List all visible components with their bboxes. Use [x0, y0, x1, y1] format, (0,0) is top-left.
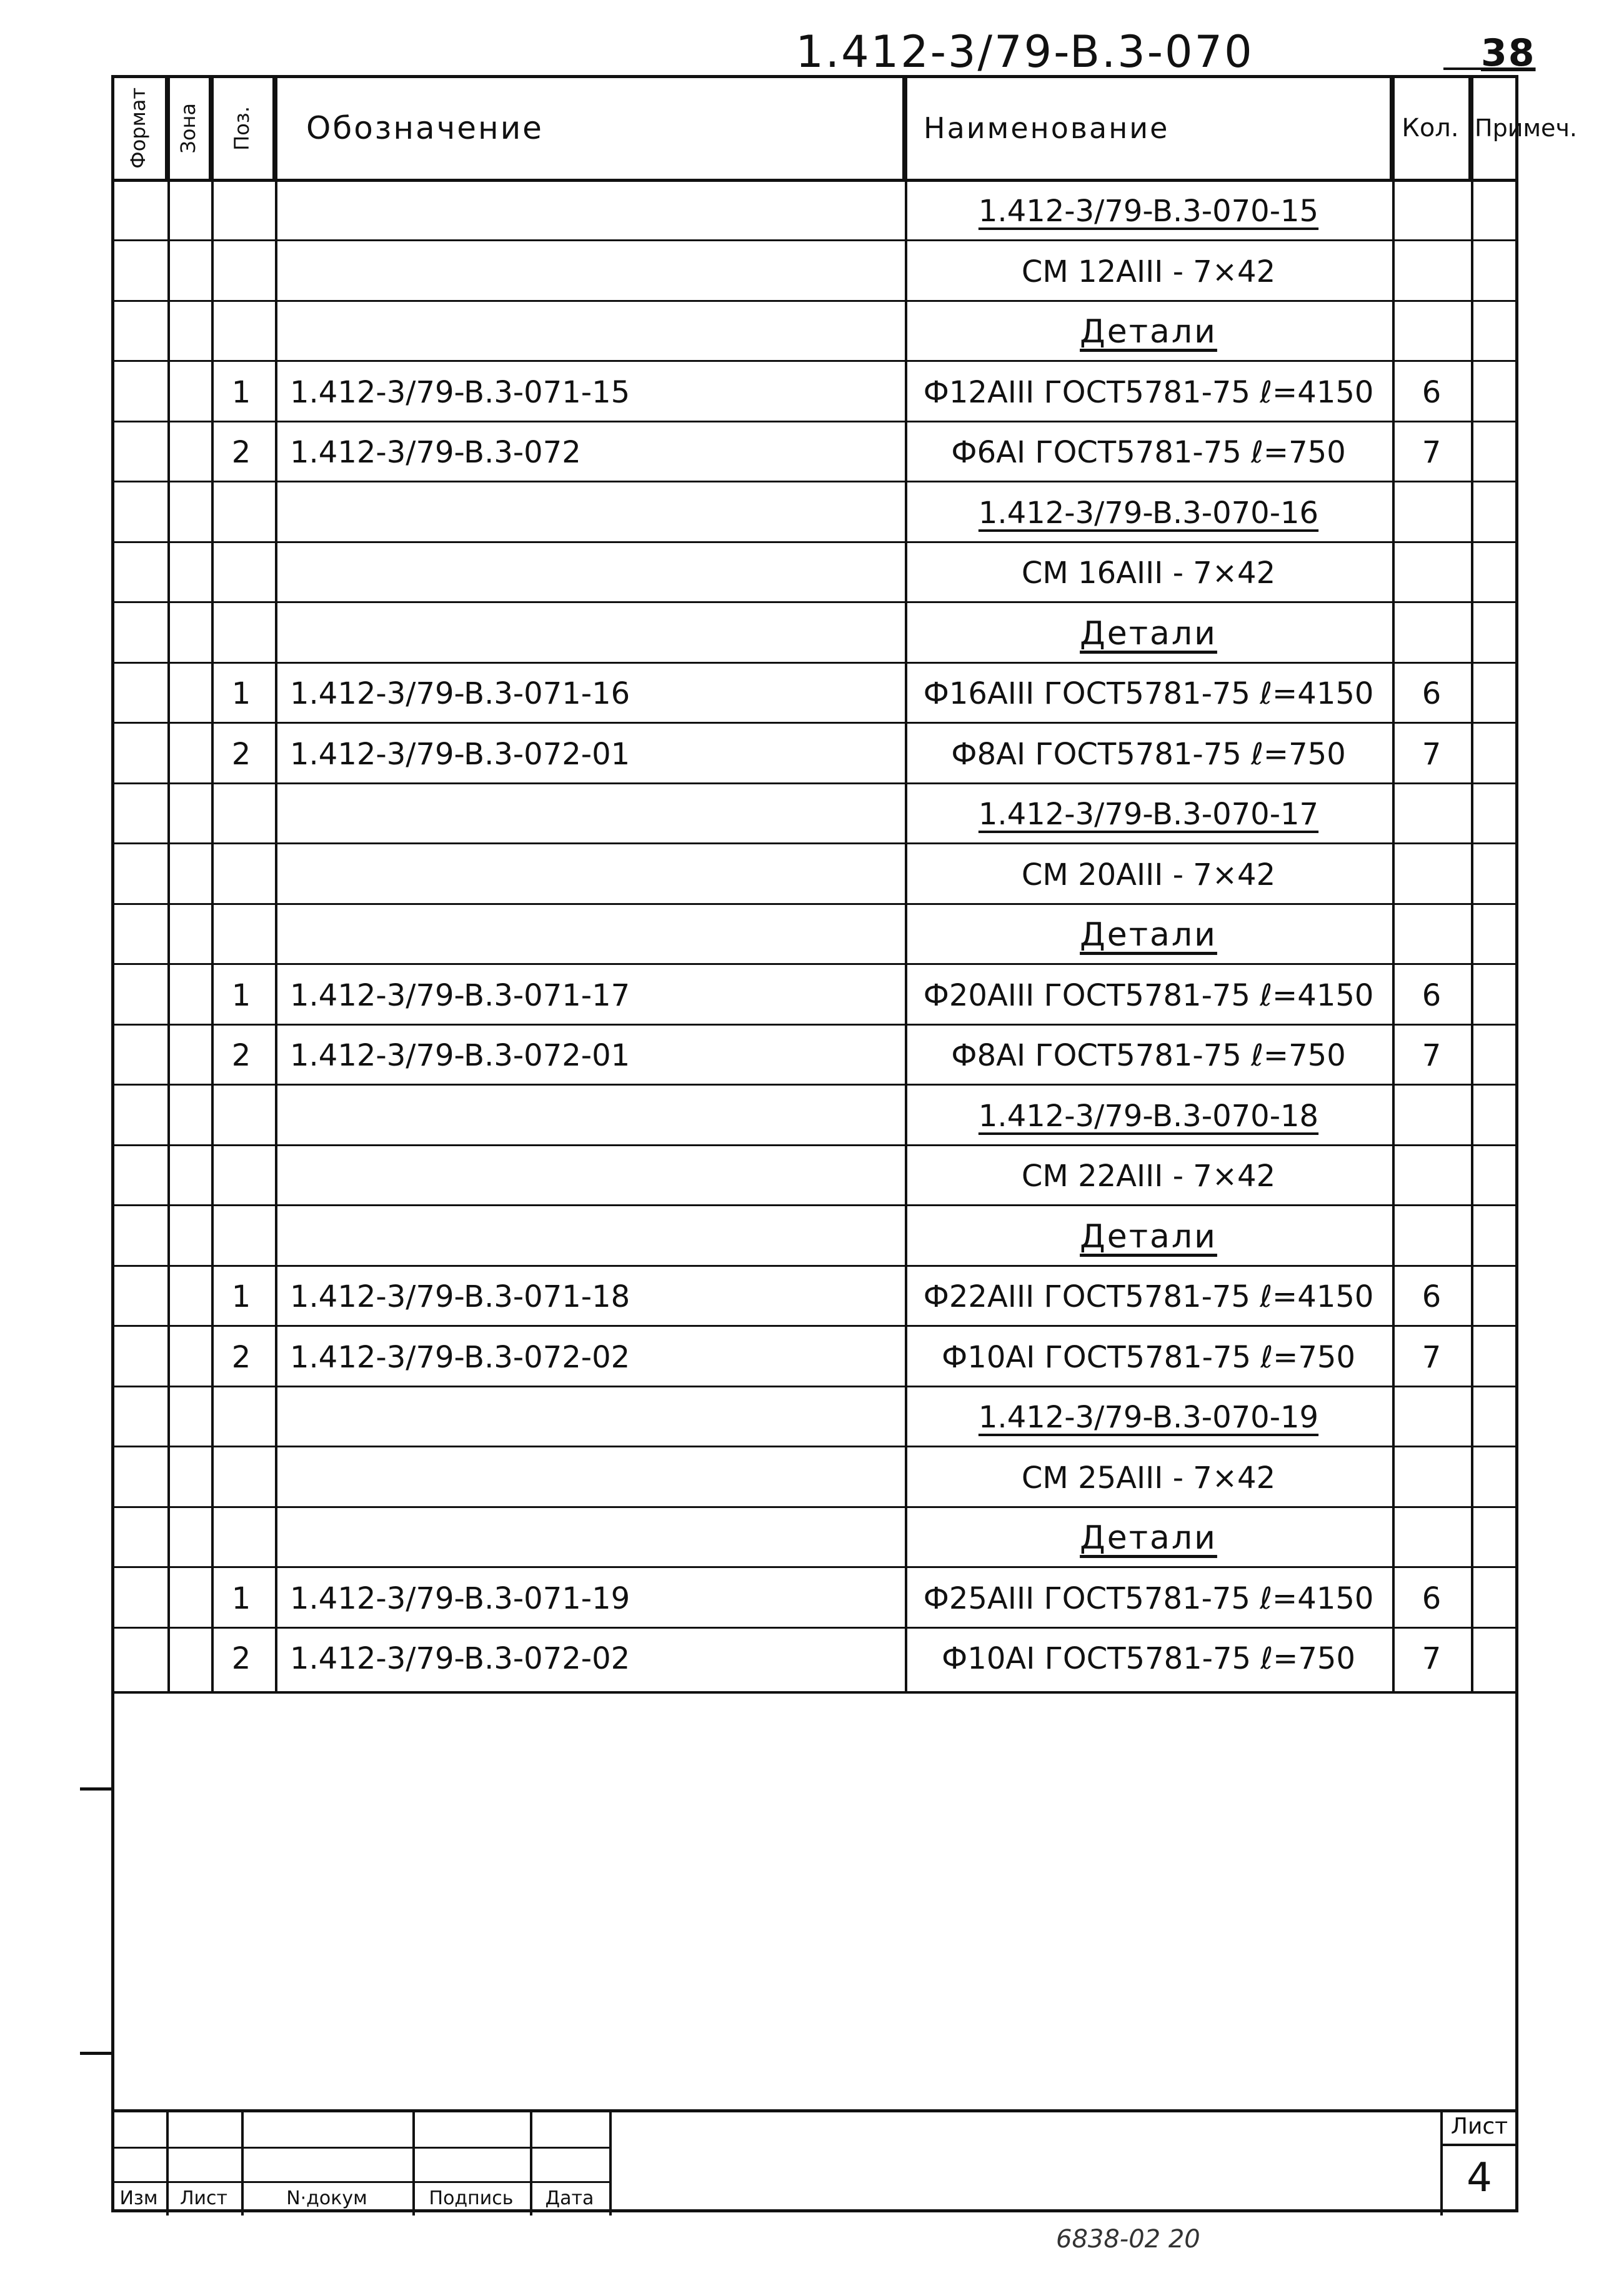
table-row: [111, 242, 1518, 302]
row-quantity: [1392, 1387, 1471, 1447]
row-quantity: [1392, 1207, 1471, 1267]
table-row: [111, 966, 1518, 1026]
document-code: 1.412-3/79-B.3-070: [795, 26, 1254, 77]
row-name: Детали: [1080, 916, 1217, 954]
row-designation: [275, 845, 900, 905]
table-row: [111, 1267, 1518, 1327]
table-row: [111, 724, 1518, 784]
row-name: Ф22AIII ГОСТ5781-75 ℓ=4150: [923, 1279, 1374, 1314]
row-position: [211, 1448, 271, 1508]
header-designation: Обозначение: [275, 75, 905, 181]
tb-label-doc: N·докум: [286, 2187, 367, 2209]
row-name: Ф16AIII ГОСТ5781-75 ℓ=4150: [923, 676, 1374, 711]
row-position: 1: [231, 977, 251, 1013]
row-quantity: 7: [1422, 435, 1442, 470]
tb-label-list: Лист: [179, 2187, 228, 2209]
row-position: [211, 1207, 271, 1267]
row-designation: [275, 302, 900, 362]
row-quantity: 6: [1422, 676, 1442, 711]
row-name: Ф25AIII ГОСТ5781-75 ℓ=4150: [923, 1581, 1374, 1616]
table-row: [111, 1327, 1518, 1387]
table-row: [111, 181, 1518, 241]
row-designation: 1.412-3/79-B.3-071-19: [290, 1581, 630, 1616]
table-row: [111, 362, 1518, 422]
tb-label-date: Дата: [545, 2187, 594, 2209]
row-quantity: [1392, 1086, 1471, 1146]
row-designation: [275, 1387, 900, 1447]
row-position: 1: [231, 374, 251, 410]
footer-note: 6838-02 20: [1056, 2225, 1200, 2254]
row-position: 2: [231, 1641, 251, 1676]
row-designation: [275, 1508, 900, 1568]
row-name: Ф8AI ГОСТ5781-75 ℓ=750: [951, 1038, 1346, 1073]
table-row: [111, 543, 1518, 603]
table-row: [111, 1086, 1518, 1146]
row-quantity: [1392, 543, 1471, 603]
row-quantity: [1392, 784, 1471, 844]
table-row: [111, 1448, 1518, 1508]
row-quantity: [1392, 302, 1471, 362]
row-quantity: 6: [1422, 977, 1442, 1013]
row-designation: [275, 242, 900, 302]
page-number-line: [1443, 67, 1531, 70]
row-name: CM 12AIII - 7×42: [1021, 254, 1276, 289]
row-quantity: [1392, 604, 1471, 664]
row-name: 1.412-3/79-B.3-070-15: [978, 194, 1319, 229]
row-quantity: [1392, 905, 1471, 965]
header-note: Примеч.: [1475, 114, 1577, 142]
row-name: Ф6AI ГОСТ5781-75 ℓ=750: [951, 435, 1346, 470]
row-designation: 1.412-3/79-B.3-072-02: [290, 1641, 630, 1676]
row-name: Детали: [1080, 614, 1217, 652]
row-name: CM 20AIII - 7×42: [1021, 857, 1276, 892]
row-designation: [275, 784, 900, 844]
row-quantity: [1392, 181, 1471, 241]
row-designation: [275, 1086, 900, 1146]
row-position: 2: [231, 1038, 251, 1073]
row-position: [211, 242, 271, 302]
row-name: 1.412-3/79-B.3-070-19: [978, 1400, 1319, 1435]
row-designation: 1.412-3/79-B.3-071-17: [290, 977, 630, 1013]
row-quantity: 7: [1422, 736, 1442, 772]
row-quantity: 7: [1422, 1641, 1442, 1676]
row-name: Детали: [1080, 1519, 1217, 1557]
title-block: [111, 2109, 1518, 2216]
row-position: [211, 905, 271, 965]
row-position: [211, 181, 271, 241]
table-row: [111, 1207, 1518, 1267]
row-quantity: [1392, 242, 1471, 302]
row-name: CM 25AIII - 7×42: [1021, 1460, 1276, 1496]
tb-label-sign: Подпись: [429, 2187, 514, 2209]
tb-label-izm: Изм: [119, 2187, 158, 2209]
row-position: [211, 543, 271, 603]
table-row: [111, 1146, 1518, 1206]
row-name: Ф10AI ГОСТ5781-75 ℓ=750: [941, 1641, 1355, 1676]
row-designation: 1.412-3/79-B.3-071-15: [290, 374, 630, 410]
row-name: Ф8AI ГОСТ5781-75 ℓ=750: [951, 736, 1346, 772]
row-position: [211, 1387, 271, 1447]
row-name: 1.412-3/79-B.3-070-16: [978, 495, 1319, 531]
header-name: Наименование: [905, 75, 1392, 181]
row-name: Ф20AIII ГОСТ5781-75 ℓ=4150: [923, 977, 1374, 1013]
table-row: [111, 1387, 1518, 1447]
row-quantity: 6: [1422, 374, 1442, 410]
sheet-number: 4: [1467, 2155, 1492, 2201]
table-row: [111, 1508, 1518, 1568]
row-designation: 1.412-3/79-B.3-072: [290, 435, 581, 470]
row-position: [211, 1146, 271, 1206]
table-bottom-line: [111, 1691, 1518, 1694]
table-row: [111, 1026, 1518, 1086]
row-designation: [275, 483, 900, 543]
row-designation: [275, 1448, 900, 1508]
row-position: [211, 1508, 271, 1568]
margin-tick: [80, 1787, 114, 1791]
table-row: [111, 905, 1518, 965]
row-quantity: 7: [1422, 1038, 1442, 1073]
row-position: [211, 604, 271, 664]
row-designation: [275, 1207, 900, 1267]
row-name: 1.412-3/79-B.3-070-17: [978, 797, 1319, 832]
row-name: Ф10AI ГОСТ5781-75 ℓ=750: [941, 1339, 1355, 1375]
row-designation: [275, 543, 900, 603]
row-position: [211, 845, 271, 905]
row-position: [211, 1086, 271, 1146]
row-quantity: [1392, 1448, 1471, 1508]
margin-tick: [80, 2052, 114, 2055]
row-name: CM 16AIII - 7×42: [1021, 556, 1276, 591]
page-number: 38: [1481, 31, 1536, 75]
row-designation: 1.412-3/79-B.3-071-18: [290, 1279, 630, 1314]
table-row: [111, 1569, 1518, 1629]
row-designation: [275, 604, 900, 664]
row-designation: [275, 181, 900, 241]
row-name: CM 22AIII - 7×42: [1021, 1159, 1276, 1194]
table-row: [111, 845, 1518, 905]
table-row: [111, 664, 1518, 724]
row-designation: 1.412-3/79-B.3-071-16: [290, 676, 630, 711]
header-zone: Зона: [167, 75, 211, 181]
row-position: [211, 302, 271, 362]
table-row: [111, 422, 1518, 482]
header-pos: Поз.: [211, 75, 275, 181]
row-position: 1: [231, 1581, 251, 1616]
row-quantity: 6: [1422, 1581, 1442, 1616]
row-quantity: [1392, 1508, 1471, 1568]
row-position: 2: [231, 736, 251, 772]
row-designation: 1.412-3/79-B.3-072-01: [290, 736, 630, 772]
row-position: 2: [231, 435, 251, 470]
row-designation: [275, 1146, 900, 1206]
table-row: [111, 1629, 1518, 1689]
table-row: [111, 302, 1518, 362]
table-row: [111, 784, 1518, 844]
row-designation: 1.412-3/79-B.3-072-01: [290, 1038, 630, 1073]
row-quantity: 6: [1422, 1279, 1442, 1314]
row-name: Детали: [1080, 313, 1217, 351]
row-quantity: [1392, 845, 1471, 905]
table-row: [111, 604, 1518, 664]
row-quantity: 7: [1422, 1339, 1442, 1375]
header-format: Формат: [111, 75, 167, 181]
row-position: [211, 483, 271, 543]
row-quantity: [1392, 483, 1471, 543]
row-position: 1: [231, 1279, 251, 1314]
row-quantity: [1392, 1146, 1471, 1206]
row-position: 1: [231, 676, 251, 711]
row-designation: [275, 905, 900, 965]
row-designation: 1.412-3/79-B.3-072-02: [290, 1339, 630, 1375]
row-name: Детали: [1080, 1217, 1217, 1256]
row-name: Ф12AIII ГОСТ5781-75 ℓ=4150: [923, 374, 1374, 410]
row-position: [211, 784, 271, 844]
sheet-label: Лист: [1440, 2109, 1518, 2146]
row-position: 2: [231, 1339, 251, 1375]
header-qty: Кол.: [1392, 75, 1471, 181]
table-row: [111, 483, 1518, 543]
row-name: 1.412-3/79-B.3-070-18: [978, 1098, 1319, 1134]
